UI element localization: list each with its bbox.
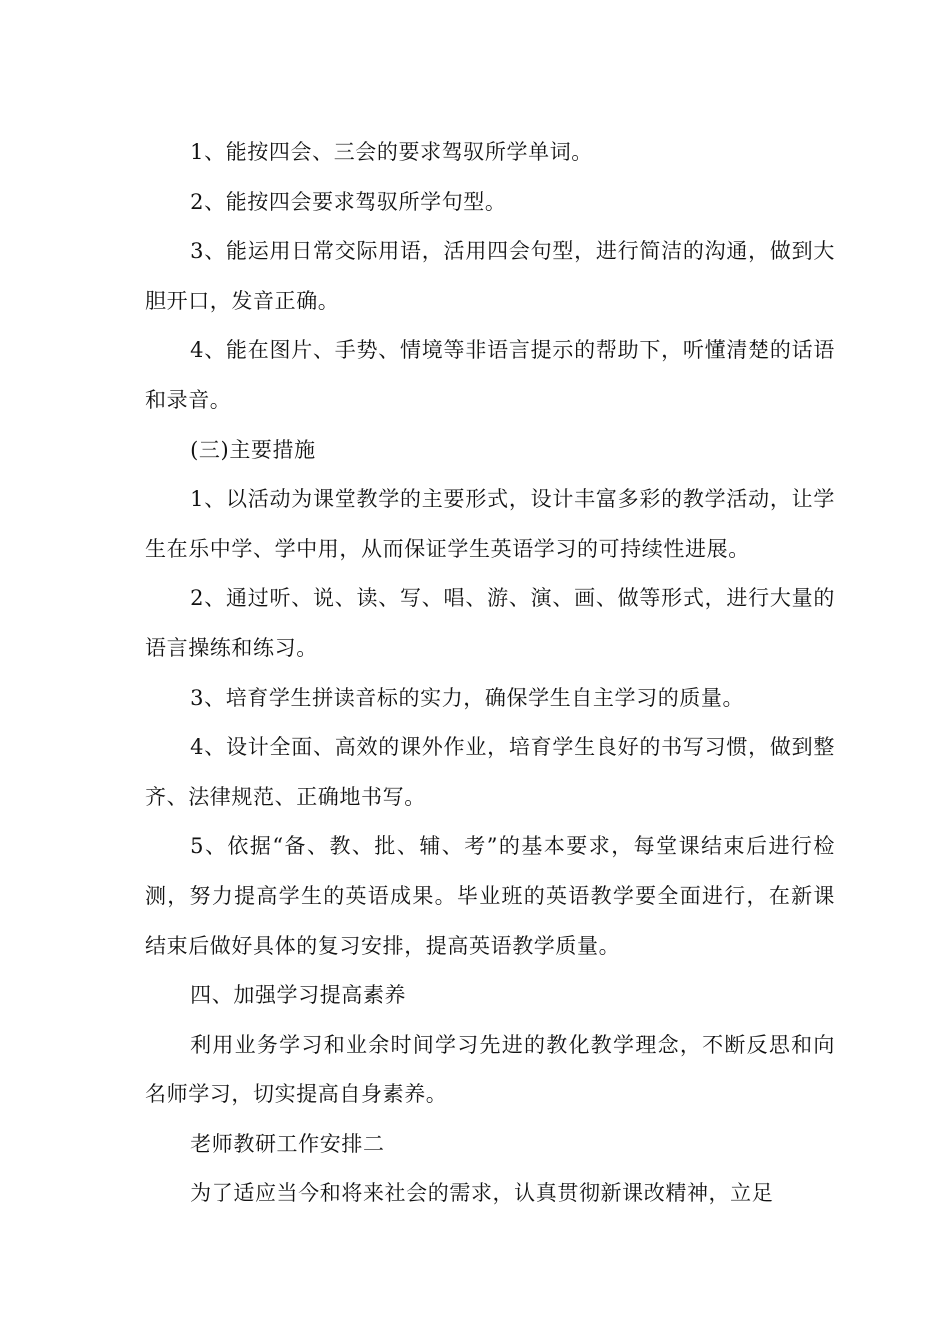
paragraph-measure-assessment: 5、依据“备、教、批、辅、考”的基本要求，每堂课结束后进行检测，努力提高学生的英语成果。毕业班的英语教学要全面进行，在新课结束后做好具体的复习安排，提高英语教学质量。 [145, 834, 835, 958]
document-body [145, 128, 835, 1219]
section-heading-plan-two: 老师教研工作安排二 [190, 1131, 385, 1156]
paragraph-measure-phonics: 3、培育学生拼读音标的实力，确保学生自主学习的质量。 [190, 685, 745, 710]
paragraph-measure-homework: 4、设计全面、高效的课外作业，培育学生良好的书写习惯，做到整齐、法律规范、正确地书写。 [145, 735, 835, 809]
paragraph-skill-listening: 4、能在图片、手势、情境等非语言提示的帮助下，听懂清楚的话语和录音。 [145, 338, 835, 412]
paragraph-skill-communication: 3、能运用日常交际用语，活用四会句型，进行简洁的沟通，做到大胆开口，发音正确。 [145, 239, 835, 313]
section-heading-measures: (三)主要措施 [190, 437, 316, 462]
section-heading-study: 四、加强学习提高素养 [190, 983, 407, 1008]
paragraph-study: 利用业务学习和业余时间学习先进的教化教学理念，不断反思和向名师学习，切实提高自身素养。 [145, 1032, 835, 1107]
paragraph-measure-activities: 1、以活动为课堂教学的主要形式，设计丰富多彩的教学活动，让学生在乐中学、学中用，从而保证学生英语学习的可持续性进展。 [145, 487, 835, 561]
paragraph-skill-sentence: 2、能按四会要求驾驭所学句型。 [190, 189, 507, 214]
paragraph-measure-practice: 2、通过听、说、读、写、唱、游、演、画、做等形式，进行大量的语言操练和练习。 [145, 586, 835, 660]
paragraph-plan-two-intro: 为了适应当今和将来社会的需求，认真贯彻新课改精神，立足 [190, 1181, 774, 1206]
paragraph-skill-vocabulary: 1、能按四会、三会的要求驾驭所学单词。 [190, 140, 593, 164]
